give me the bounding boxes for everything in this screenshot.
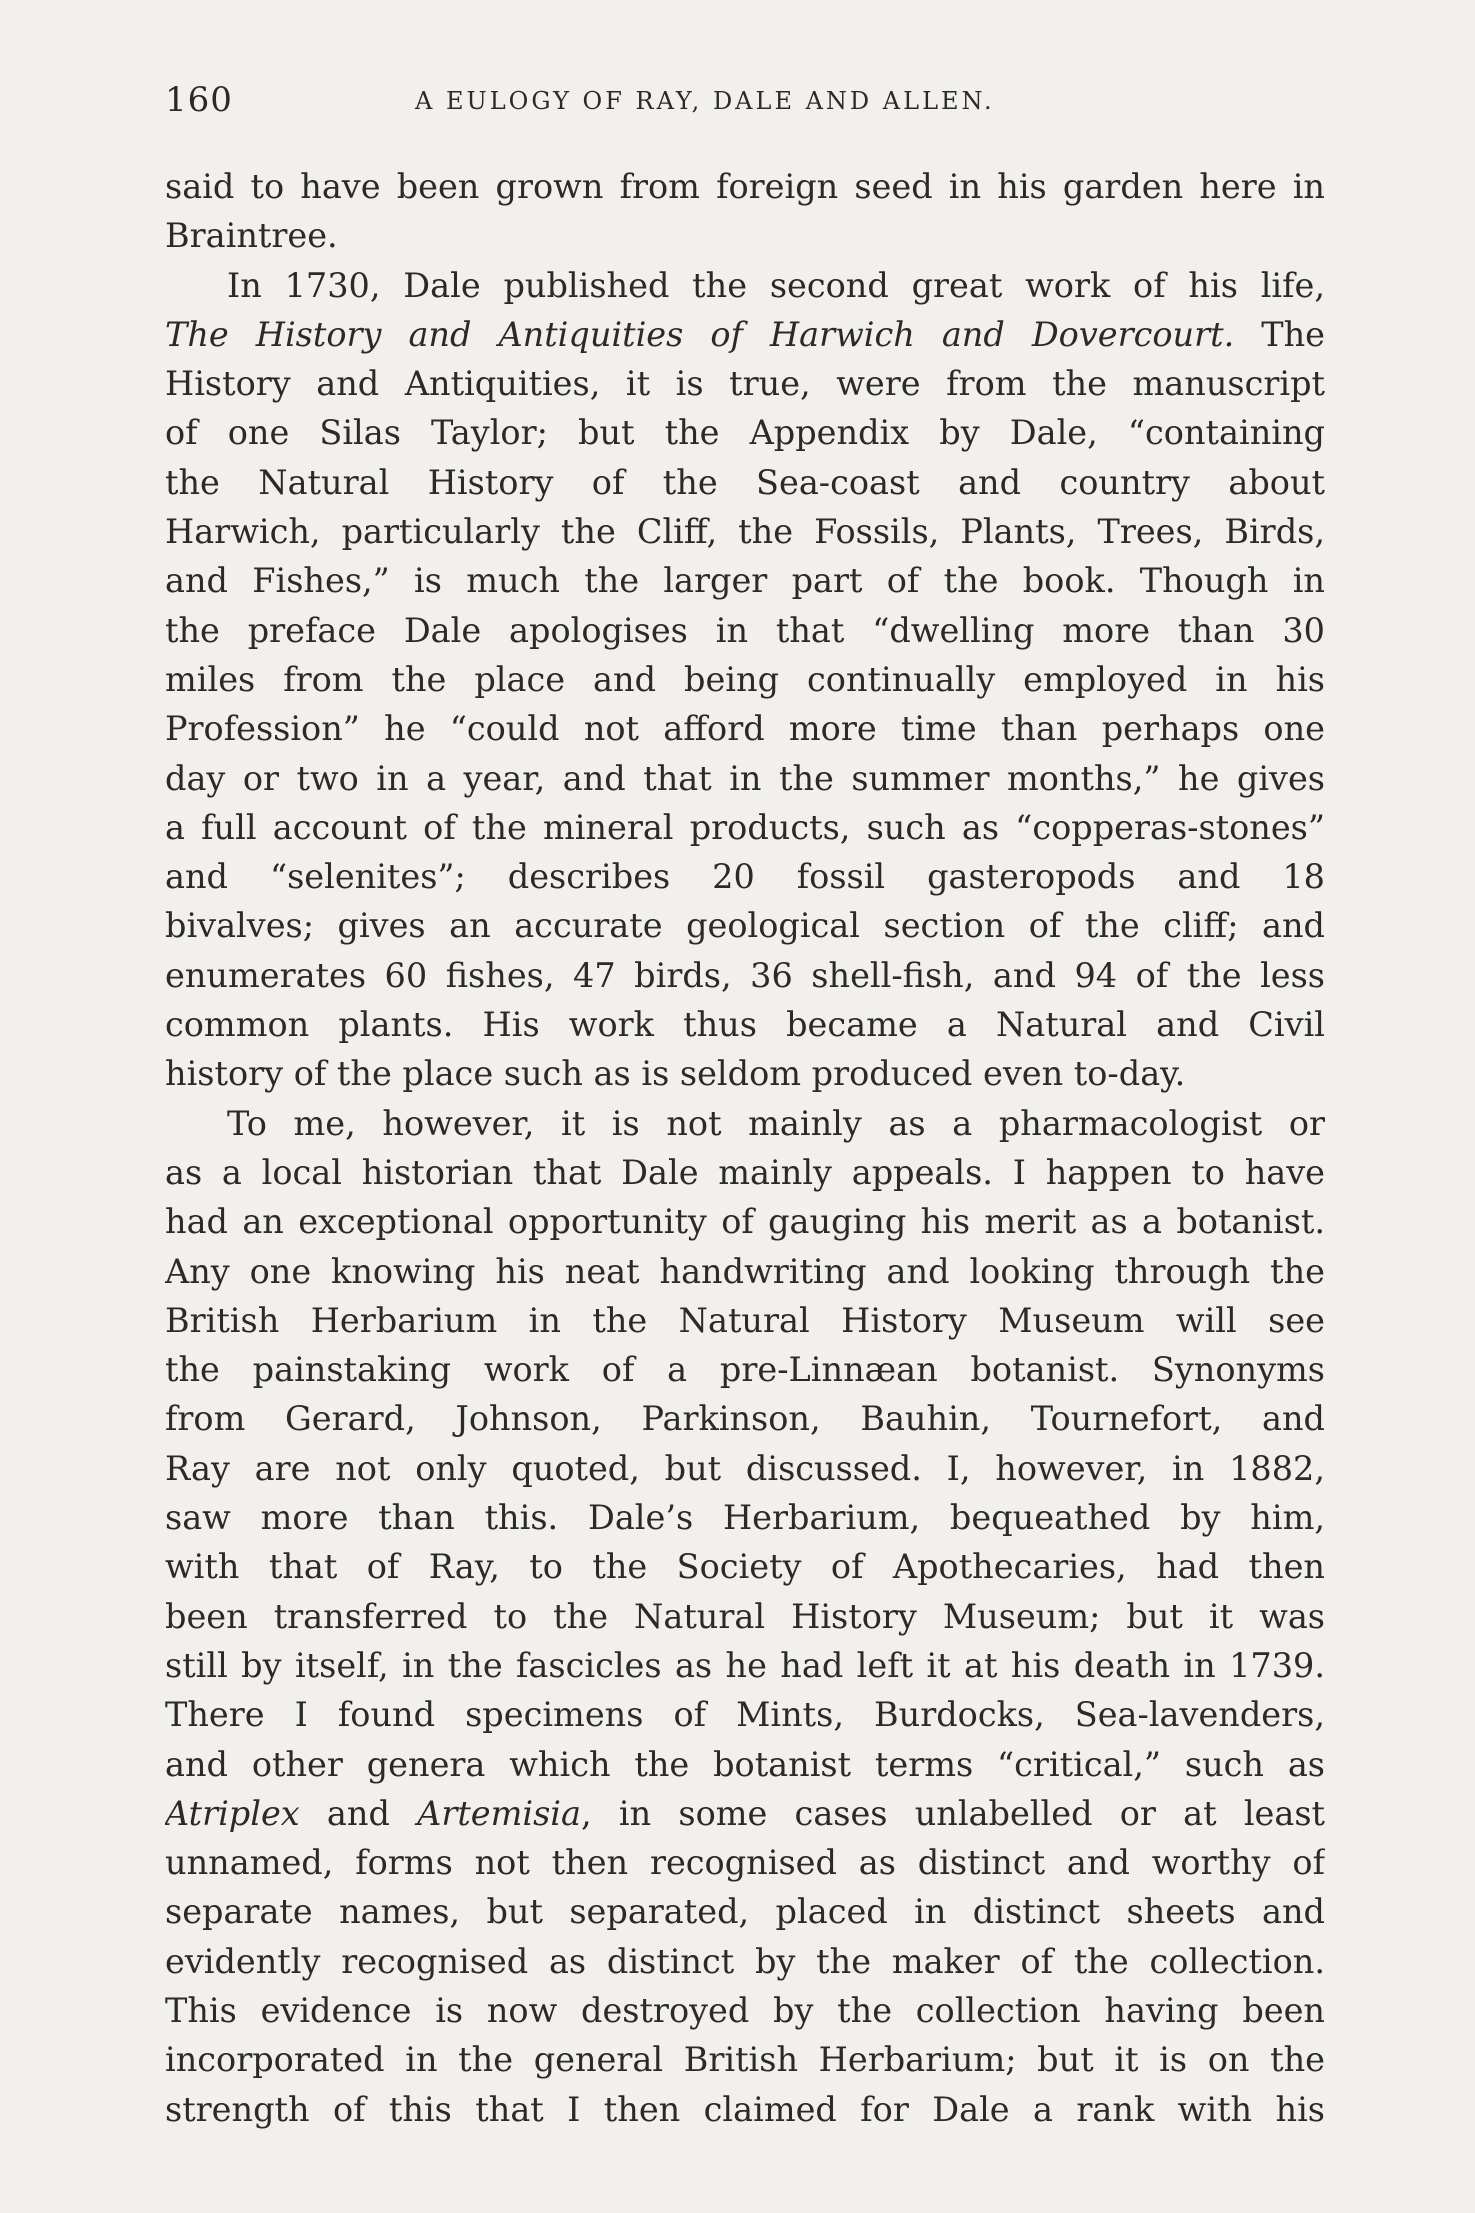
italic-genus: Atriplex — [165, 1793, 300, 1833]
text-line: There I found specimens of Mints, Burdocks, Sea-lavenders, — [165, 1695, 1325, 1735]
text-line: In 1730, Dale published the second great work of his life, — [227, 265, 1325, 305]
text-line: Profession” he “could not afford more time than perhaps one — [165, 709, 1325, 749]
text-line: day or two in a year, and that in the summer months,” he gives — [165, 758, 1325, 798]
italic-genus: Artemisia — [417, 1793, 581, 1833]
text-line: history of the place such as is seldom produced even to-day. — [165, 1054, 1186, 1094]
text-line: as a local historian that Dale mainly appeals. I happen to have — [165, 1152, 1325, 1192]
text-line: Harwich, particularly the Cliff, the Fossils, Plants, Trees, Birds, — [165, 512, 1325, 552]
text-line: the preface Dale apologises in that “dwelling more than 30 — [165, 610, 1325, 650]
text-line: bivalves; gives an accurate geological section of the cliff; and — [165, 906, 1325, 946]
text-line: enumerates 60 fishes, 47 birds, 36 shell-fish, and 94 of the less — [165, 955, 1325, 995]
text-line: the Natural History of the Sea-coast and country about — [165, 462, 1325, 502]
text-line: Braintree. — [165, 216, 338, 256]
text-line: been transferred to the Natural History Museum; but it was — [165, 1596, 1325, 1636]
page-number: 160 — [165, 80, 233, 120]
text-line: Any one knowing his neat handwriting and looking through the — [165, 1251, 1325, 1291]
text-line: The History and Antiquities of Harwich and Dovercourt. The — [165, 314, 1325, 354]
text-line: had an exceptional opportunity of gauging his merit as a botanist. — [165, 1202, 1325, 1242]
running-head — [165, 80, 1325, 120]
text-line: This evidence is now destroyed by the collection having been — [165, 1990, 1325, 2030]
text-line: and “selenites”; describes 20 fossil gasteropods and 18 — [165, 857, 1325, 897]
text-line: Ray are not only quoted, but discussed. I, however, in 1882, — [165, 1448, 1325, 1488]
running-head-title: A EULOGY OF RAY, DALE AND ALLEN. — [415, 87, 995, 115]
text-line: still by itself, in the fascicles as he had left it at his death in 1739. — [165, 1645, 1325, 1685]
text-line: Atriplex and Artemisia, in some cases unlabelled or at least — [165, 1793, 1325, 1833]
text-line: of one Silas Taylor; but the Appendix by Dale, “containing — [165, 413, 1325, 453]
text-line: unnamed, forms not then recognised as distinct and worthy of — [165, 1843, 1325, 1883]
text-line: incorporated in the general British Herbarium; but it is on the — [165, 2040, 1325, 2080]
text-line: from Gerard, Johnson, Parkinson, Bauhin, Tournefort, and — [165, 1399, 1325, 1439]
text-line: strength of this that I then claimed for Dale a rank with his — [165, 2089, 1325, 2129]
text-line: separate names, but separated, placed in distinct sheets and — [165, 1892, 1325, 1932]
text-line: and other genera which the botanist terms “critical,” such as — [165, 1744, 1325, 1784]
text-line: a full account of the mineral products, such as “copperas-stones” — [165, 807, 1325, 847]
body-text — [165, 162, 1325, 2134]
text-line: saw more than this. Dale’s Herbarium, bequeathed by him, — [165, 1498, 1325, 1538]
text-line: common plants. His work thus became a Natural and Civil — [165, 1005, 1325, 1045]
italic-title: The History and Antiquities of Harwich and Dovercourt. — [165, 314, 1235, 354]
text-line: said to have been grown from foreign seed in his garden here in — [165, 167, 1325, 206]
text-line: and Fishes,” is much the larger part of the book. Though in — [165, 561, 1325, 601]
text-line: To me, however, it is not mainly as a pharmacologist or — [227, 1103, 1325, 1143]
text-line: History and Antiquities, it is true, were from the manuscript — [165, 364, 1325, 404]
text-line: British Herbarium in the Natural History Museum will see — [165, 1300, 1325, 1340]
text-line: with that of Ray, to the Society of Apothecaries, had then — [165, 1547, 1325, 1587]
text-line: evidently recognised as distinct by the maker of the collection. — [165, 1941, 1325, 1981]
text-line: miles from the place and being continually employed in his — [165, 659, 1325, 699]
text-line: the painstaking work of a pre-Linnæan botanist. Synonyms — [165, 1350, 1325, 1390]
